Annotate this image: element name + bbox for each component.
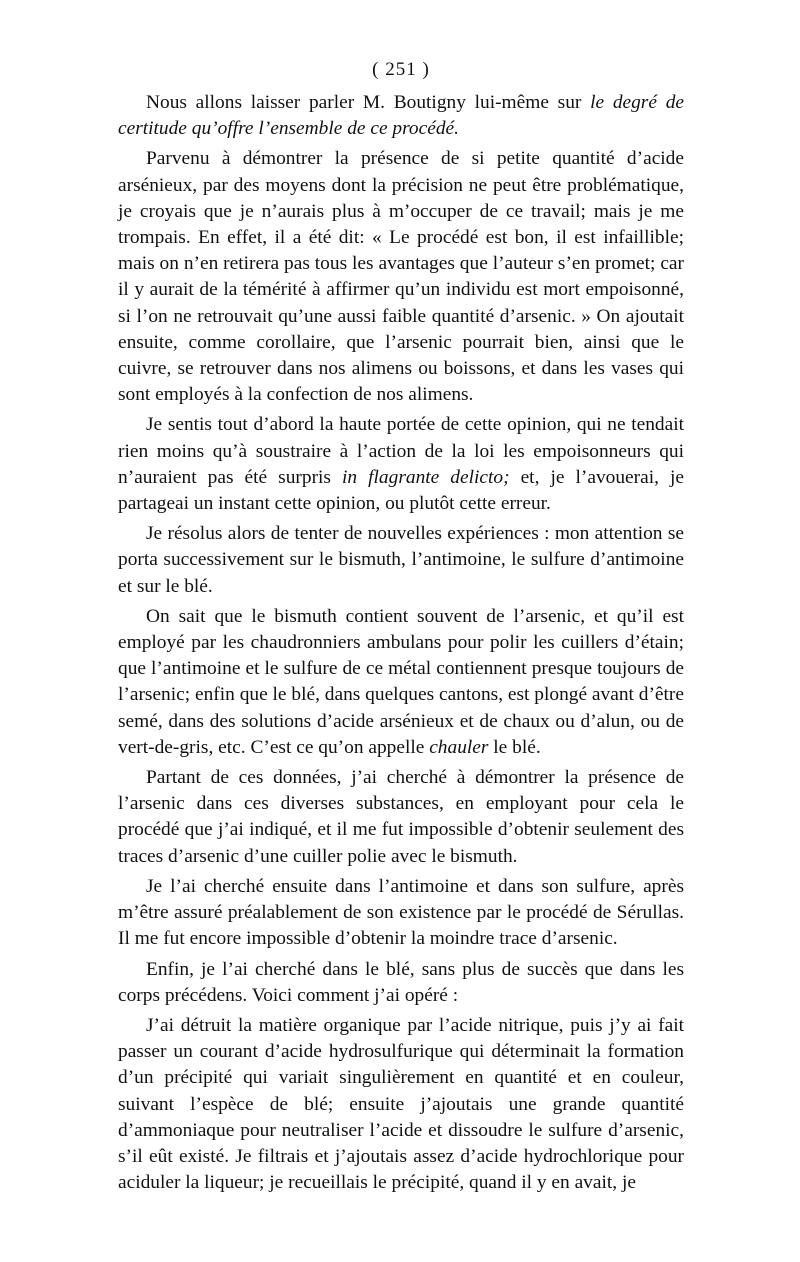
paragraph [118, 1013, 684, 1196]
italic-text: in flagrante delicto; [342, 466, 510, 488]
text-segment: Nous allons laisser parler M. Boutigny lui-même sur [146, 92, 591, 113]
paragraph [118, 765, 684, 870]
paragraph [118, 146, 684, 408]
paragraph [118, 874, 684, 953]
text-segment: Parvenu à démontrer la présence de si petite quantité d’acide arsénieux, par des moyens dont la précision ne peut être problématique, je croyais que je n’aurais plus à m’occuper de ce travail; mais je me trompais. En effet, il a été dit: « Le procédé est bon, il est infaillible; mais on n’en retirera pas tous les avantages que l’auteur s’en promet; car il y aurait de la témérité à affirmer qu’un individu est mort empoisonné, si l’on ne retrouvait qu’une aussi faible quantité d’arsenic. » On ajoutait ensuite, comme corollaire, que l’arsenic pourrait bien, ainsi que le cuivre, se retrouver dans nos alimens ou boissons, et dans les vases qui sont employés à la confection de nos alimens. [118, 148, 684, 406]
page-number: ( 251 ) [372, 59, 430, 80]
text-segment: le blé. [488, 736, 541, 758]
body-text [118, 90, 684, 1196]
paragraph [118, 521, 684, 600]
text-segment: Je résolus alors de tenter de nouvelles expériences : mon attention se porta successivement sur le bismuth, l’antimoine, le sulfure d’antimoine et sur le blé. [118, 523, 684, 597]
italic-text: chauler [429, 736, 489, 758]
text-segment: On sait que le bismuth contient souvent de l’arsenic, et qu’il est employé par les chaudronniers ambulans pour polir les cuillers d’étain; que l’antimoine et le sulfure de ce métal contiennent presque toujours de l’arsenic; enfin que le blé, dans quelques cantons, est plongé avant d’être semé, dans des solutions d’acide arsénieux et de chaux ou d’alun, ou de vert-de-gris, etc. C’est ce qu’on appelle [118, 605, 684, 758]
book-page [118, 56, 684, 1200]
paragraph [118, 957, 684, 1009]
text-segment: Je sentis tout d’abord la haute portée de cette opinion, qui ne tendait rien moins qu’à soustraire à l’action de la loi les empoisonneurs qui n’auraient pas été surpris [118, 414, 684, 488]
paragraph [118, 412, 684, 517]
text-segment: Partant de ces données, j’ai cherché à démontrer la présence de l’arsenic dans ces diverses substances, en employant pour cela le procédé que j’ai indiqué, et il me fut impossible d’obtenir seulement des traces d’arsenic d’une cuiller polie avec le bismuth. [118, 767, 684, 867]
paragraph [118, 90, 684, 142]
text-segment: Enfin, je l’ai cherché dans le blé, sans plus de succès que dans les corps précédens. Voici comment j’ai opéré : [118, 958, 684, 1006]
paragraph [118, 604, 684, 761]
text-segment: et, je l’avouerai, je partageai un instant cette opinion, ou plutôt cette erreur. [118, 466, 684, 515]
text-segment: Je l’ai cherché ensuite dans l’antimoine et dans son sulfure, après m’être assuré préalablement de son existence par le procédé de Sérullas. Il me fut encore impossible d’obtenir la moindre trace d’arsenic. [118, 875, 684, 950]
italic-text: le degré de certitude qu’offre l’ensemble de ce procédé. [118, 92, 684, 140]
text-segment: J’ai détruit la matière organique par l’acide nitrique, puis j’y ai fait passer un courant d’acide hydrosulfurique qui déterminait la formation d’un précipité qui variait singulièrement en quantité et en couleur, suivant l’espèce de blé; ensuite j’ajoutais une grande quantité d’ammoniaque pour neutraliser l’acide et dissoudre le sulfure d’arsenic, s’il eût existé. Je filtrais et j’ajoutais assez d’acide hydrochlorique pour aciduler la liqueur; je recueillais le précipité, quand il y en avait, je [118, 1014, 684, 1194]
